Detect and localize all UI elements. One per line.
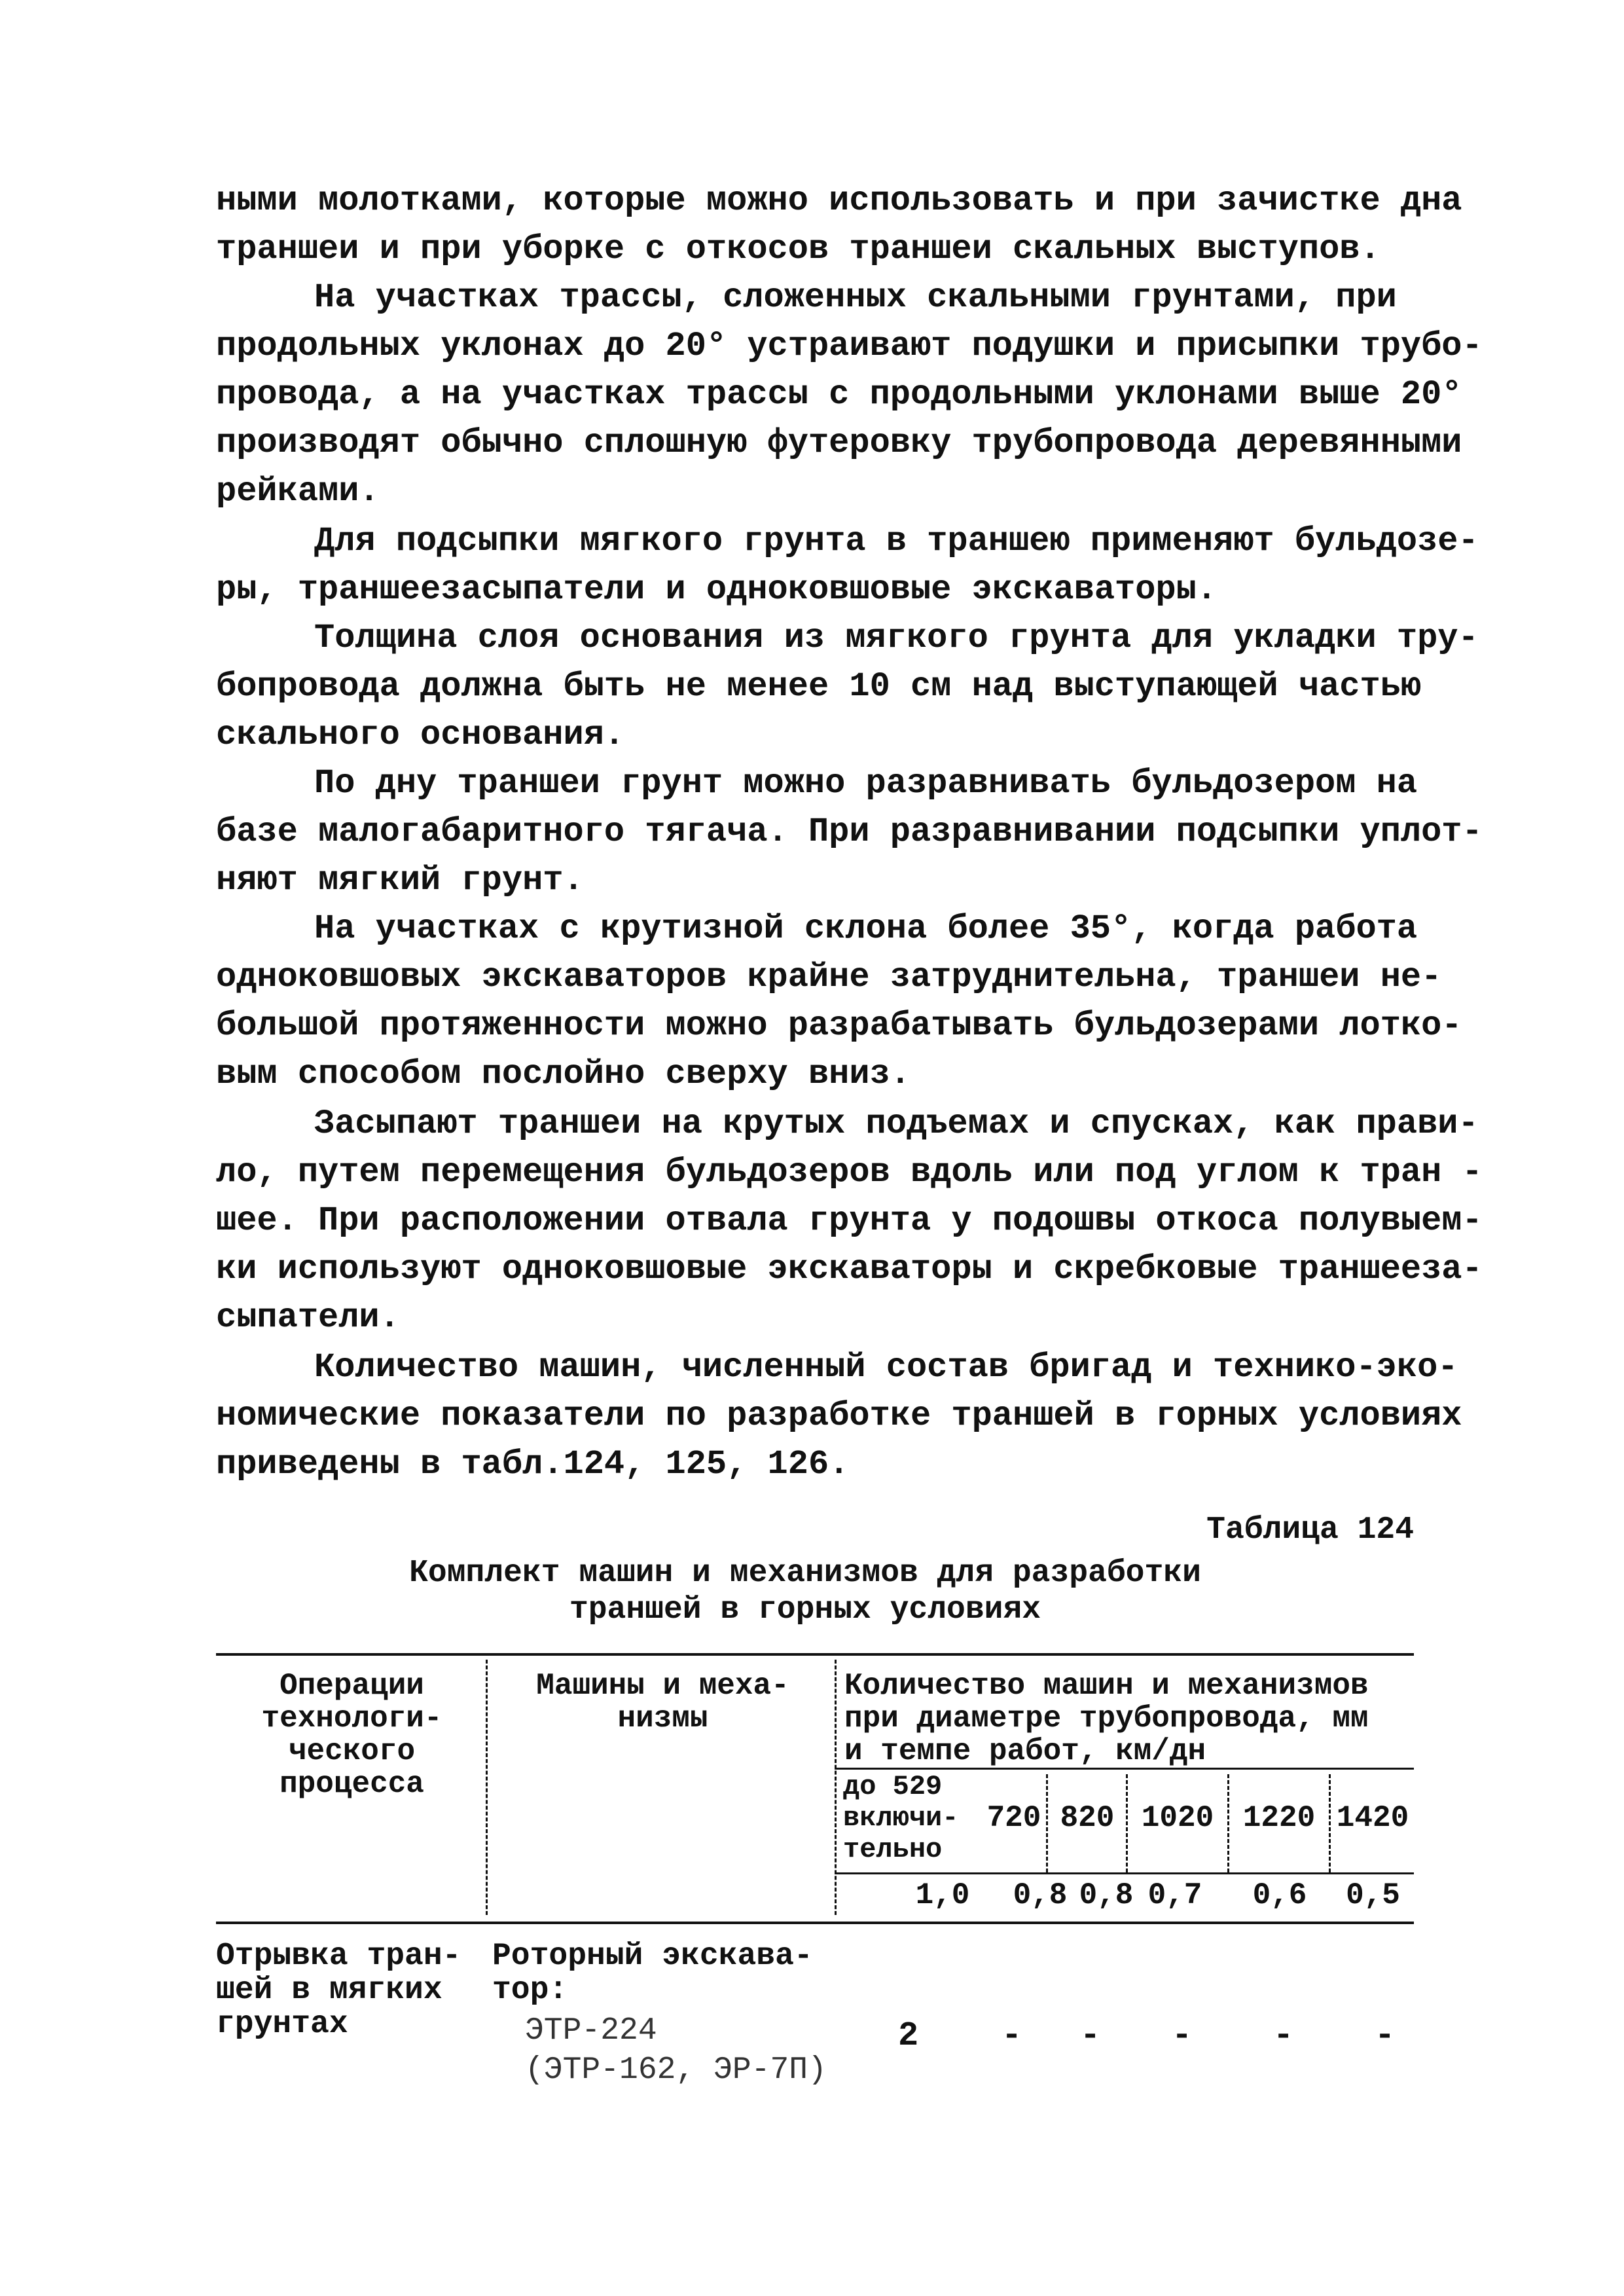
cell-line: ЭТР-224: [525, 2013, 657, 2049]
header-line: ческого: [288, 1734, 416, 1768]
header-line: Количество машин и механизмов: [844, 1669, 1369, 1703]
text-line: Для подсыпки мягкого грунта в траншею применяют бульдозе-: [314, 522, 1479, 560]
text-line: На участках с крутизной склона более 35°, когда работа: [314, 909, 1418, 948]
text-line: Количество машин, численный состав бригад и технико-эко-: [314, 1348, 1458, 1387]
header-diameter-720: 720: [986, 1801, 1041, 1835]
header-diameter-820: 820: [1060, 1801, 1115, 1835]
header-machines: [494, 1669, 831, 1735]
rate-value: 0,7: [1147, 1878, 1202, 1912]
header-line: Машины и меха-: [536, 1669, 789, 1703]
paragraph-2: [216, 274, 1483, 516]
table-number: Таблица 124: [1206, 1512, 1414, 1548]
header-line: Операции: [280, 1669, 424, 1703]
text-line: производят обычно сплошную футеровку трубопровода деревянными: [216, 424, 1462, 462]
table-title: [216, 1555, 1394, 1628]
cell-line: (ЭТР-162, ЭР-7П): [525, 2052, 827, 2088]
column-divider: [835, 1660, 837, 1915]
paragraph-7: [216, 1100, 1483, 1342]
column-divider: [486, 1660, 488, 1915]
row-value: -: [1001, 2016, 1022, 2055]
rate-rule: [835, 1872, 1414, 1874]
cell-line: тор:: [492, 1973, 568, 2008]
text-line: приведены в табл.124, 125, 126.: [216, 1445, 850, 1484]
text-line: По дну траншеи грунт можно разравнивать бульдозером на: [314, 764, 1418, 803]
rate-value: 1,0: [915, 1878, 970, 1912]
cell-line: шей в мягких: [216, 1973, 442, 2008]
text-line: Толщина слоя основания из мягкого грунта для укладки тру-: [314, 619, 1479, 657]
diameter-divider: [1227, 1774, 1229, 1872]
paragraph-1: [216, 177, 1462, 274]
header-line: тельно: [843, 1834, 943, 1865]
paragraph-5: [216, 759, 1483, 905]
text-line: ры, траншеезасыпатели и одноковшовые экскаваторы.: [216, 570, 1218, 609]
text-line: одноковшовых экскаваторов крайне затруднительна, траншеи не-: [216, 958, 1442, 996]
row-value: -: [1375, 2016, 1396, 2055]
text-line: ло, путем перемещения бульдозеров вдоль или под углом к тран -: [216, 1153, 1483, 1192]
text-line: сыпатели.: [216, 1298, 400, 1337]
text-line: большой протяженности можно разрабатывать бульдозерами лотко-: [216, 1006, 1462, 1045]
header-line: процесса: [280, 1767, 424, 1801]
table-top-rule: [216, 1653, 1414, 1656]
header-quantity: [844, 1669, 1414, 1768]
text-line: базе малогабаритного тягача. При разравнивании подсыпки уплот-: [216, 812, 1483, 851]
header-diameter-1420: 1420: [1336, 1801, 1409, 1835]
header-bottom-rule: [216, 1922, 1414, 1924]
text-line: вым способом послойно сверху вниз.: [216, 1055, 911, 1093]
paragraph-6: [216, 905, 1462, 1099]
header-line: при диаметре трубопровода, мм: [844, 1702, 1369, 1736]
text-line: траншеи и при уборке с откосов траншеи скальных выступов.: [216, 230, 1380, 268]
header-operations: [223, 1669, 481, 1800]
text-line: номические показатели по разработке траншей в горных условиях: [216, 1396, 1462, 1435]
cell-line: Роторный экскава-: [492, 1939, 813, 1974]
text-line: Засыпают траншеи на крутых подъемах и спусках, как прави-: [314, 1104, 1479, 1143]
row-value: -: [1080, 2016, 1101, 2055]
text-line: рейками.: [216, 472, 380, 511]
header-diameter-1020: 1020: [1141, 1801, 1214, 1835]
header-line: технологи-: [261, 1702, 442, 1736]
diameter-divider: [1046, 1774, 1048, 1872]
rate-value: 0,8: [1013, 1878, 1068, 1912]
cell-line: грунтах: [216, 2007, 348, 2042]
paragraph-4: [216, 614, 1479, 759]
text-line: ными молотками, которые можно использовать и при зачистке дна: [216, 181, 1462, 220]
header-diameter-529: [843, 1771, 1000, 1865]
rate-value: 0,8: [1079, 1878, 1134, 1912]
text-line: бопровода должна быть не менее 10 см над выступающей частью: [216, 667, 1422, 706]
row-operation: [216, 1939, 478, 2041]
header-line: низмы: [617, 1702, 708, 1736]
diameter-divider: [1329, 1774, 1331, 1872]
header-line: и темпе работ, км/дн: [844, 1734, 1206, 1768]
diameter-divider: [1126, 1774, 1128, 1872]
row-machine: [492, 1939, 859, 2087]
table-title-line: Комплект машин и механизмов для разработки: [409, 1556, 1201, 1591]
text-line: провода, а на участках трассы с продольными уклонами выше 20°: [216, 375, 1462, 414]
text-line: продольных уклонах до 20° устраивают подушки и присыпки трубо-: [216, 327, 1483, 365]
row-value: -: [1172, 2016, 1193, 2055]
header-line: до 529: [843, 1771, 943, 1802]
paragraph-8: [216, 1343, 1462, 1489]
cell-line: Отрывка тран-: [216, 1939, 461, 1974]
text-line: На участках трассы, сложенных скальными грунтами, при: [314, 278, 1397, 317]
text-line: няют мягкий грунт.: [216, 861, 584, 900]
rate-value: 0,5: [1346, 1878, 1400, 1912]
header-diameter-1220: 1220: [1242, 1801, 1316, 1835]
header-line: включи-: [843, 1802, 959, 1834]
table-title-line: траншей в горных условиях: [569, 1592, 1041, 1628]
text-line: ки используют одноковшовые экскаваторы и скребковые траншееза-: [216, 1250, 1483, 1288]
text-line: скального основания.: [216, 716, 625, 754]
text-line: шее. При расположении отвала грунта у подошвы откоса полувыем-: [216, 1201, 1483, 1240]
row-value: -: [1273, 2016, 1294, 2055]
paragraph-3: [216, 517, 1479, 614]
rate-value: 0,6: [1252, 1878, 1307, 1912]
row-value: 2: [898, 2016, 919, 2055]
